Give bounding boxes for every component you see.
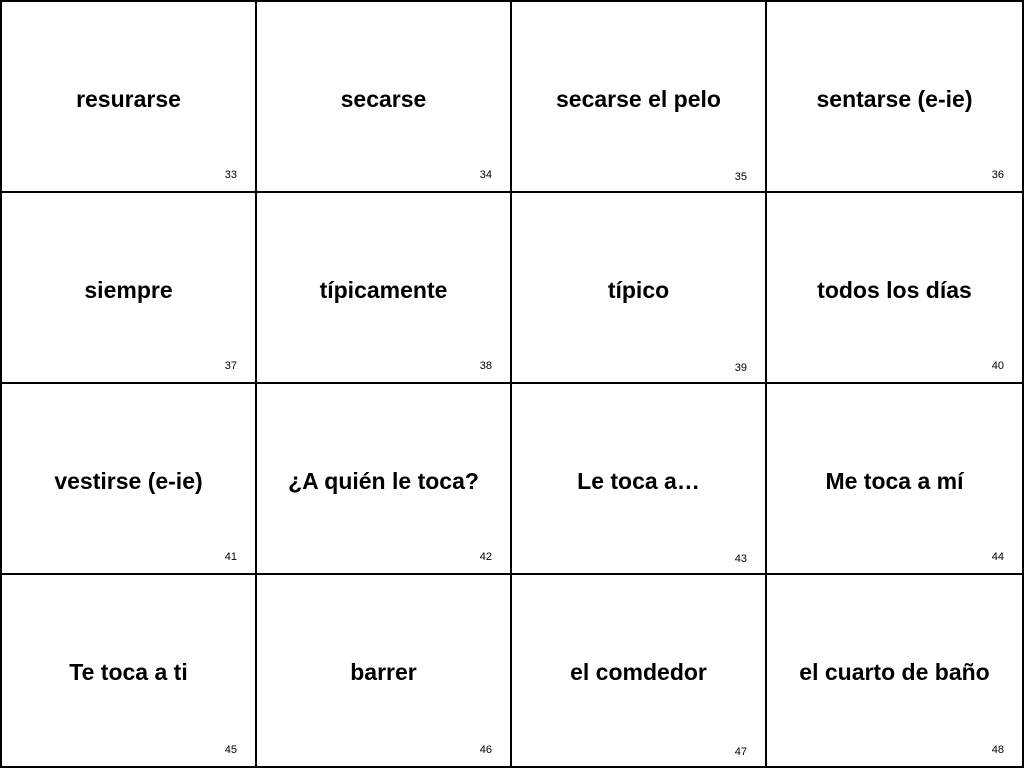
card-number: 37 xyxy=(224,360,237,372)
card-number: 36 xyxy=(991,169,1004,181)
flashcard xyxy=(257,384,512,575)
card-number: 44 xyxy=(991,551,1004,563)
card-number: 33 xyxy=(224,169,237,181)
flashcard xyxy=(767,193,1022,384)
flashcard xyxy=(767,575,1022,766)
card-term: vestirse (e-ie) xyxy=(54,468,203,494)
card-number: 42 xyxy=(479,551,492,563)
card-term: típicamente xyxy=(319,277,448,303)
card-term: todos los días xyxy=(817,277,972,303)
card-term: barrer xyxy=(350,659,417,685)
card-number: 38 xyxy=(479,360,492,372)
flashcard xyxy=(2,2,257,193)
flashcard xyxy=(257,2,512,193)
card-term: el comdedor xyxy=(570,659,707,685)
card-term: siempre xyxy=(84,277,173,303)
card-term: Te toca a ti xyxy=(69,659,188,685)
flashcard xyxy=(512,575,767,766)
flashcard xyxy=(512,193,767,384)
card-term: el cuarto de baño xyxy=(799,659,990,685)
card-term: secarse el pelo xyxy=(556,86,721,112)
card-term: Le toca a… xyxy=(577,468,700,494)
card-number: 45 xyxy=(224,744,237,756)
card-term: Me toca a mí xyxy=(825,468,964,494)
card-term: sentarse (e-ie) xyxy=(816,86,973,112)
flashcard xyxy=(2,575,257,766)
card-number: 48 xyxy=(991,744,1004,756)
flashcard xyxy=(512,384,767,575)
flashcard xyxy=(257,575,512,766)
flashcard xyxy=(512,2,767,193)
card-term: secarse xyxy=(340,86,427,112)
flashcard xyxy=(767,384,1022,575)
flashcard xyxy=(2,384,257,575)
card-term: resurarse xyxy=(76,86,181,112)
card-number: 41 xyxy=(224,551,237,563)
flashcard xyxy=(257,193,512,384)
card-number: 34 xyxy=(479,169,492,181)
card-number: 43 xyxy=(734,553,747,565)
flashcard xyxy=(767,2,1022,193)
card-number: 46 xyxy=(479,744,492,756)
card-number: 39 xyxy=(734,362,747,374)
card-number: 47 xyxy=(734,746,747,758)
card-number: 35 xyxy=(734,171,747,183)
card-number: 40 xyxy=(991,360,1004,372)
card-term: ¿A quién le toca? xyxy=(288,468,479,494)
flashcard xyxy=(2,193,257,384)
card-term: típico xyxy=(607,277,670,303)
